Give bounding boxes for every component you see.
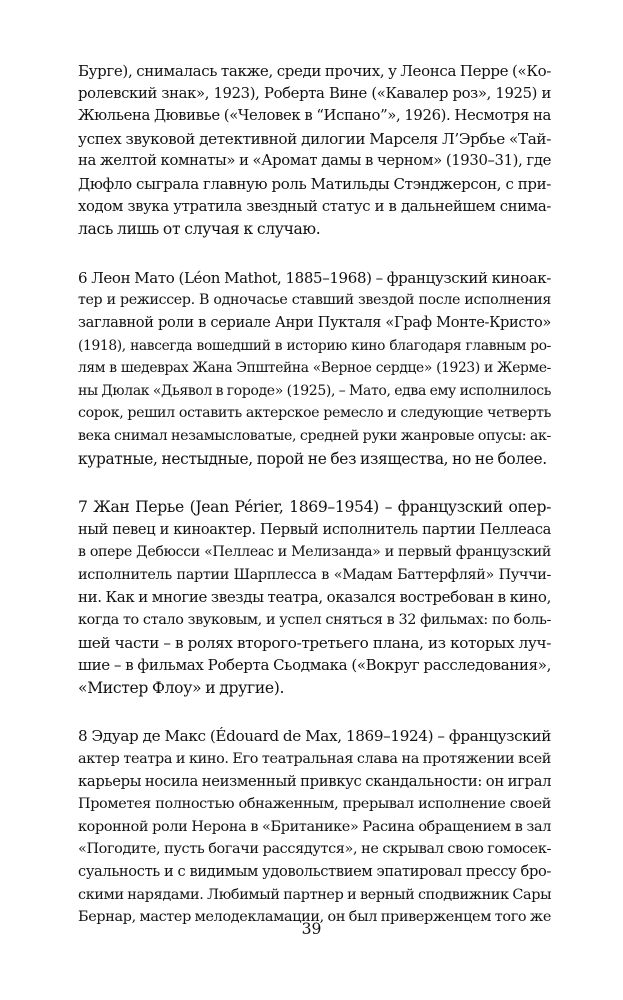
text-line: ролевский знак», 1923), Роберта Вине («Кавалер роз», 1925) и (78, 84, 551, 102)
page-number: 39 (301, 920, 322, 938)
text-line: суальность и с видимым удовольствием эпатировал прессу бро- (78, 863, 551, 880)
text-line: ны Дюлак «Дьявол в городе» (1925), – Мато, едва ему исполнилось (78, 382, 551, 399)
text-line: коронной роли Нерона в «Британике» Расина обращением в зал (78, 818, 551, 835)
paragraph-continuation (78, 60, 551, 241)
text-line: века снимал незамысловатые, средней руки жанровые опусы: ак- (78, 427, 551, 444)
text-line: Прометея полностью обнаженным, прерывал исполнение своей (78, 796, 551, 813)
footnote-7 (78, 496, 551, 699)
text-line: (1918), навсегда вошедший в историю кино благодаря главным ро- (78, 337, 551, 354)
text-line: сорок, решил оставить актерское ремесло и следующие четверть (78, 405, 551, 422)
text-line: лась лишь от случая к случаю. (78, 220, 321, 239)
text-line: куратные, нестыдные, порой не без изящества, но не более. (78, 449, 547, 468)
text-line: 8 Эдуар де Макс (Édouard de Max, 1869–1924) – французский (78, 727, 551, 746)
text-line: 6 Леон Мато (Léon Mathot, 1885–1968) – французский киноак- (78, 268, 551, 287)
text-line: тер и режиссер. В одночасье ставший звездой после исполнения (78, 292, 551, 309)
text-line: Бернар, мастер мелодекламации, он был приверженцем того же (78, 909, 551, 926)
text-line: на желтой комнаты» и «Аромат дамы в черном» (1930–31), где (78, 152, 551, 170)
text-line: ни. Как и многие звезды театра, оказался востребован в кино, (78, 588, 551, 607)
text-line: карьеры носила неизменный привкус скандальности: он играл (78, 772, 552, 790)
text-line: ходом звука утратила звездный статус и в дальнейшем снима- (78, 197, 551, 215)
text-line: успех звуковой детективной дилогии Марселя Л’Эрбье «Тай- (78, 129, 551, 148)
text-line: когда то стало звуковым, и успел сняться в 32 фильмах: по боль- (78, 612, 551, 629)
text-line: актер театра и кино. Его театральная слава на протяжении всей (78, 751, 551, 768)
text-line: скими нарядами. Любимый партнер и верный сподвижник Сары (78, 886, 552, 903)
text-line: заглавной роли в сериале Анри Пукталя «Граф Монте-Кристо» (78, 313, 551, 331)
text-line: в опере Дебюсси «Пеллеас и Мелизанда» и первый французский (78, 544, 551, 561)
footnote-8 (78, 725, 551, 928)
footnote-6 (78, 267, 551, 470)
text-line: шей части – в ролях второго-третьего плана, из которых луч- (78, 633, 551, 652)
text-line: шие – в фильмах Роберта Сьодмака («Вокруг расследования», (78, 656, 551, 675)
text-line: ный певец и киноактер. Первый исполнитель партии Пеллеаса (78, 520, 551, 538)
text-line: Бурге), снималась также, среди прочих, у Леонса Перре («Ко- (78, 62, 551, 80)
text-line: исполнитель партии Шарплесса в «Мадам Баттерфляй» Пуччи- (78, 566, 551, 583)
text-line: лям в шедеврах Жана Эпштейна «Верное сердце» (1923) и Жерме- (78, 360, 551, 377)
page-body (78, 60, 551, 955)
text-line: Жюльена Дювивье («Человек в “Испано”», 1926). Несмотря на (78, 107, 551, 125)
text-line: «Мистер Флоу» и другие). (78, 678, 285, 697)
text-line: Дюфло сыграла главную роль Матильды Стэнджерсон, с при- (78, 174, 551, 193)
text-line: 7 Жан Перье (Jean Périer, 1869–1954) – французский опер- (78, 498, 551, 517)
text-line: «Погодите, пусть богачи рассядутся», не скрывал свою гомосек- (78, 841, 551, 858)
